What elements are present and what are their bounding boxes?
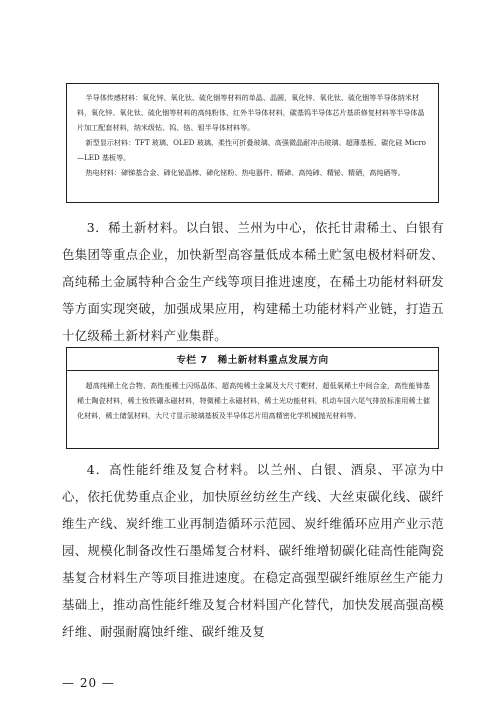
- column-7-box: [66, 347, 439, 449]
- column-7-title: 专栏 7 稀土新材料重点发展方向: [67, 348, 438, 371]
- column-7-body: 超高纯稀土化合物、高性能稀土闪烁晶体、超高纯稀土金属及大尺寸靶材，超低氧稀土中间合金，高性能铈基稀土陶瓷材料，稀土钕铁硼永磁材料，特微稀土永磁材料，稀土光功能材料，机动车国六尾气排放标准用稀土催化材料，稀土储氢材料，大尺寸显示玻璃基板及半导体芯片用高精密化学机械抛光材料等。: [77, 381, 430, 420]
- display-materials: 新型显示材料：TFT 玻璃、OLED 玻璃、柔性可折叠玻璃、高强微晶耐冲击玻璃、超薄基板、碳化硅 Micro—LED 基板等。: [77, 138, 426, 162]
- page-number: — 20 —: [62, 676, 115, 690]
- thermoelectric-materials: 热电材料：碲锑基合金、碲化铋晶棒、碲化铋粉、热电器件、精碲、高纯碲、精铋、精硒，高纯硒等。: [85, 168, 405, 177]
- rare-earth-paragraph: 3．稀土新材料。以白银、兰州为中心，依托甘肃稀土、白银有色集团等重点企业，加快新型高容量低成本稀土贮氢电极材料研发、高纯稀土金属特种合金生产线等项目推进速度，在稀土功能材料研发等方面实现突破，加强成果应用，构建稀土功能材料产业链，打造五十亿级稀土新材料产业集群。: [62, 220, 444, 343]
- semiconductor-sensor-materials: 半导体传感材料：氧化锌、氧化钛、硫化铟等材料的单晶、晶圆，氧化锌、氧化钛、硫化铟等半导体纳米材料，氧化锌、氧化钛、硫化铟等材料的高纯粉体，红外半导体材料，碳基钨半导体芯片基质修复材料等半导体晶片加工配套材料，纳米级钻、钨、铬、钼半导体材料等。: [77, 93, 425, 132]
- fiber-composite-paragraph: 4．高性能纤维及复合材料。以兰州、白银、酒泉、平凉为中心，依托优势重点企业，加快原丝纺丝生产线、大丝束碳化线、碳纤维生产线、炭纤维工业再制造循环示范园、炭纤维循环应用产业示范园、规模化制备改性石墨烯复合材料、碳纤维增韧碳化硅高性能陶瓷基复合材料生产等项目推进速度。在稳定高强型碳纤维原丝生产能力基础上，推动高性能纤维及复合材料国产化替代，加快发展高强高模纤维、耐强耐腐蚀纤维、碳纤维及复: [62, 462, 444, 639]
- materials-list-box: [66, 83, 439, 203]
